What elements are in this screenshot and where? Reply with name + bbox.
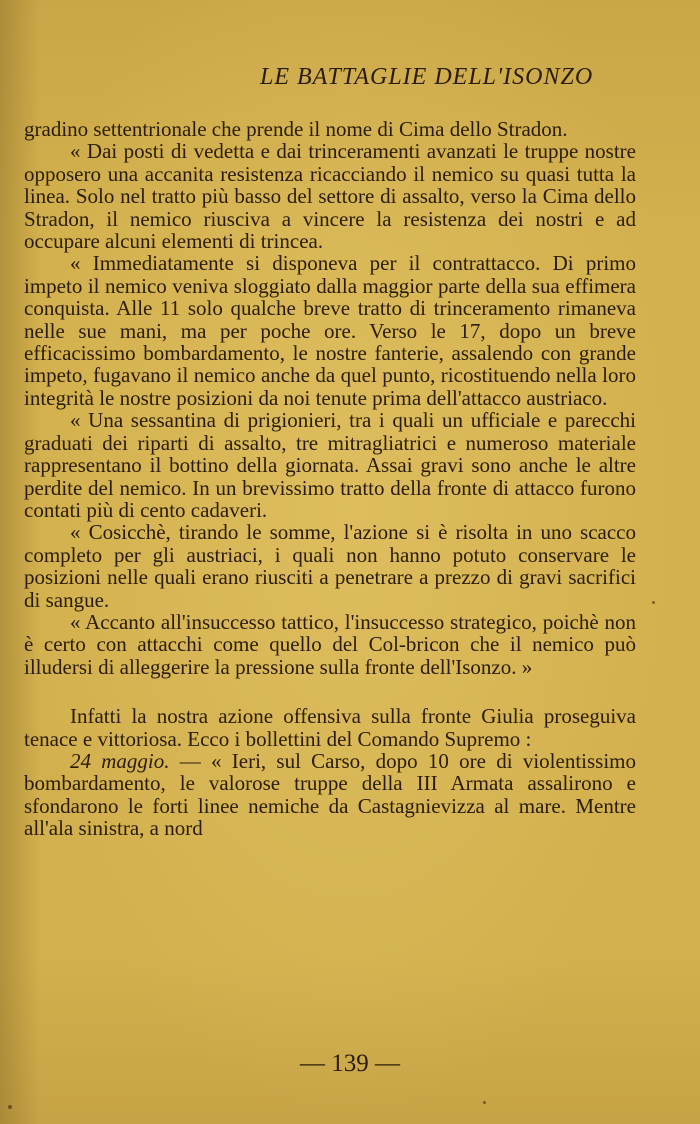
print-speck <box>652 601 655 604</box>
print-speck <box>483 1101 486 1104</box>
section-gap <box>24 678 636 705</box>
paragraph-3: « Immediatamente si disponeva per il contrattacco. Di primo impeto il nemico veniva sloggiato dalla maggior parte della sua effimera conquista. Alle 11 solo qualche breve tratto di trinceramento rimaneva nelle sue mani, ma per poche ore. Verso le 17, dopo un breve efficacissimo bombardamento, le nostre fanterie, assalendo con grande impeto, fugavano il nemico anche da quel punto, ricostituendo nella loro integrità le nostre posizioni da noi tenute prima dell'attacco austriaco. <box>24 251 636 410</box>
paragraph-2: « Dai posti di vedetta e dai trinceramenti avanzati le truppe nostre opposero una accanita resistenza ricacciando il nemico su quasi tutta la linea. Solo nel tratto più basso del settore di assalto, verso la Cima dello Stradon, il nemico riusciva a vincere la resistenza dei nostri e ad occupare alcuni elementi di trincea. <box>24 139 636 254</box>
paragraph-4: « Una sessantina di prigionieri, tra i quali un ufficiale e parecchi graduati dei riparti di assalto, tre mitragliatrici e numeroso materiale rappresentano il bottino della giornata. Assai gravi sono anche le altre perdite del nemico. In un brevissimo tratto della fronte di attacco furono contati più di cento cadaveri. <box>24 408 636 522</box>
print-speck <box>8 1105 12 1109</box>
body-text <box>24 118 636 840</box>
dateline-text: — « Ieri, sul Carso, dopo 10 ore di violentissimo bombardamento, le valorose truppe della III Armata assalirono e sfondarono le forti linee nemiche da Castagnievizza al mare. Mentre all'ala sinistra, a nord <box>24 748 637 841</box>
dateline-paragraph <box>24 750 636 840</box>
dateline-date: 24 maggio. <box>70 748 170 773</box>
paragraph-1: gradino settentrionale che prende il nome di Cima dello Stradon. <box>24 117 568 141</box>
paragraph-7: Infatti la nostra azione offensiva sulla fronte Giulia proseguiva tenace e vittoriosa. Ecco i bollettini del Comando Supremo : <box>24 704 636 751</box>
paragraph-5: « Cosicchè, tirando le somme, l'azione si è risolta in uno scacco completo per gli austriaci, i quali non hanno potuto conservare le posizioni nelle quali erano riusciti a penetrare a prezzo di gravi sacrifici di sangue. <box>24 520 636 612</box>
page-number: — 139 — <box>300 1050 400 1077</box>
paragraph-6: « Accanto all'insuccesso tattico, l'insuccesso strategico, poichè non è certo con attacchi come quello del Col-bricon che il nemico può illudersi di alleggerire la pressione sulla fronte dell'Isonzo. » <box>24 609 636 679</box>
running-head: LE BATTAGLIE DELL'ISONZO <box>260 64 594 90</box>
